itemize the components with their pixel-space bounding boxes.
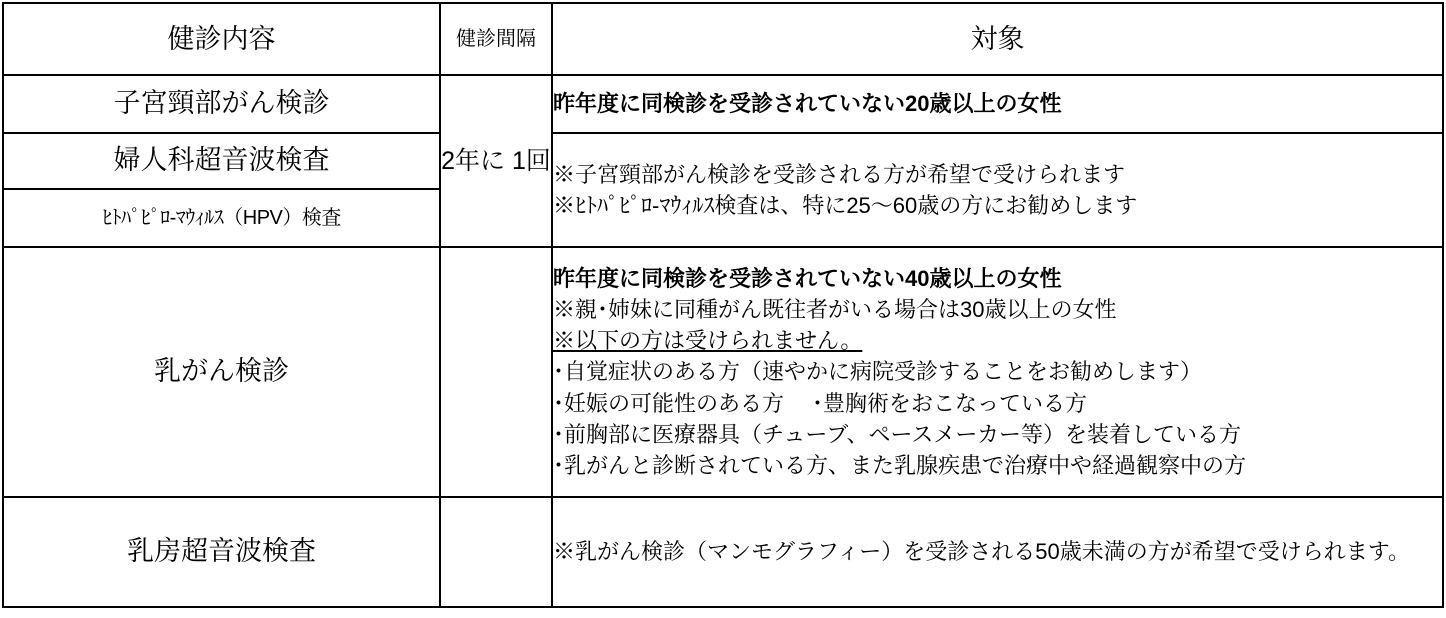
interval-line-2: 1回 (511, 146, 551, 175)
target-line: ※親･姉妹に同種がん既往者がいる場合は30歳以上の女性 (553, 296, 1117, 322)
header-target: 対象 (552, 3, 1443, 75)
table-row (3, 247, 1443, 497)
target-line: ･前胸部に医療器具（チューブ、ペースメーカー等）を装着している方 (553, 421, 1241, 447)
target-line: ･豊胸術をおこなっている方 (812, 390, 1088, 416)
header-interval: 健診間隔 (440, 3, 552, 75)
interval-cell-empty (440, 247, 552, 497)
target-line: 昨年度に同検診を受診されていない20歳以上の女性 (553, 91, 1062, 117)
table-row (3, 133, 1443, 189)
exam-name-cervical-cancer: 子宮頸部がん検診 (3, 75, 440, 133)
exam-name-gyn-ultrasound: 婦人科超音波検査 (3, 133, 440, 189)
interval-line-1: 2年に (441, 146, 506, 175)
target-gyn-ultrasound-hpv (552, 133, 1443, 247)
exam-name-breast-cancer: 乳がん検診 (3, 247, 440, 497)
target-breast-cancer (552, 247, 1443, 497)
table-header-row (3, 3, 1443, 75)
target-line: ･妊娠の可能性のある方 (553, 390, 785, 416)
header-exam-content: 健診内容 (3, 3, 440, 75)
target-line: ※子宮頸部がん検診を受診される方が希望で受けられます (553, 161, 1126, 187)
target-line-pair (553, 388, 1442, 419)
target-line: ※乳がん検診（マンモグラフィー）を受診される50歳未満の方が希望で受けられます。 (553, 539, 1410, 565)
interval-cell-empty (440, 497, 552, 607)
target-line: ･自覚症状のある方（速やかに病院受診することをお勧めします） (553, 359, 1203, 385)
table-row (3, 75, 1443, 133)
interval-cell (440, 75, 552, 247)
target-line: ※ﾋﾄﾊﾟﾋﾟﾛ-ﾏｳｨﾙｽ検査は、特に25〜60歳の方にお勧めします (553, 193, 1138, 218)
target-cervical-cancer (552, 75, 1443, 133)
exam-name-hpv-test: ﾋﾄﾊﾟﾋﾟﾛ-ﾏｳｨﾙｽ（HPV）検査 (3, 189, 440, 247)
target-line: 昨年度に同検診を受診されていない40歳以上の女性 (553, 265, 1062, 291)
target-line: ※以下の方は受けられません。 (553, 328, 863, 354)
health-exam-table (2, 2, 1444, 608)
exam-name-breast-ultrasound: 乳房超音波検査 (3, 497, 440, 607)
target-line: ･乳がんと診断されている方、また乳腺疾患で治療中や経過観察中の方 (553, 453, 1247, 479)
table-row (3, 497, 1443, 607)
target-breast-ultrasound (552, 497, 1443, 607)
